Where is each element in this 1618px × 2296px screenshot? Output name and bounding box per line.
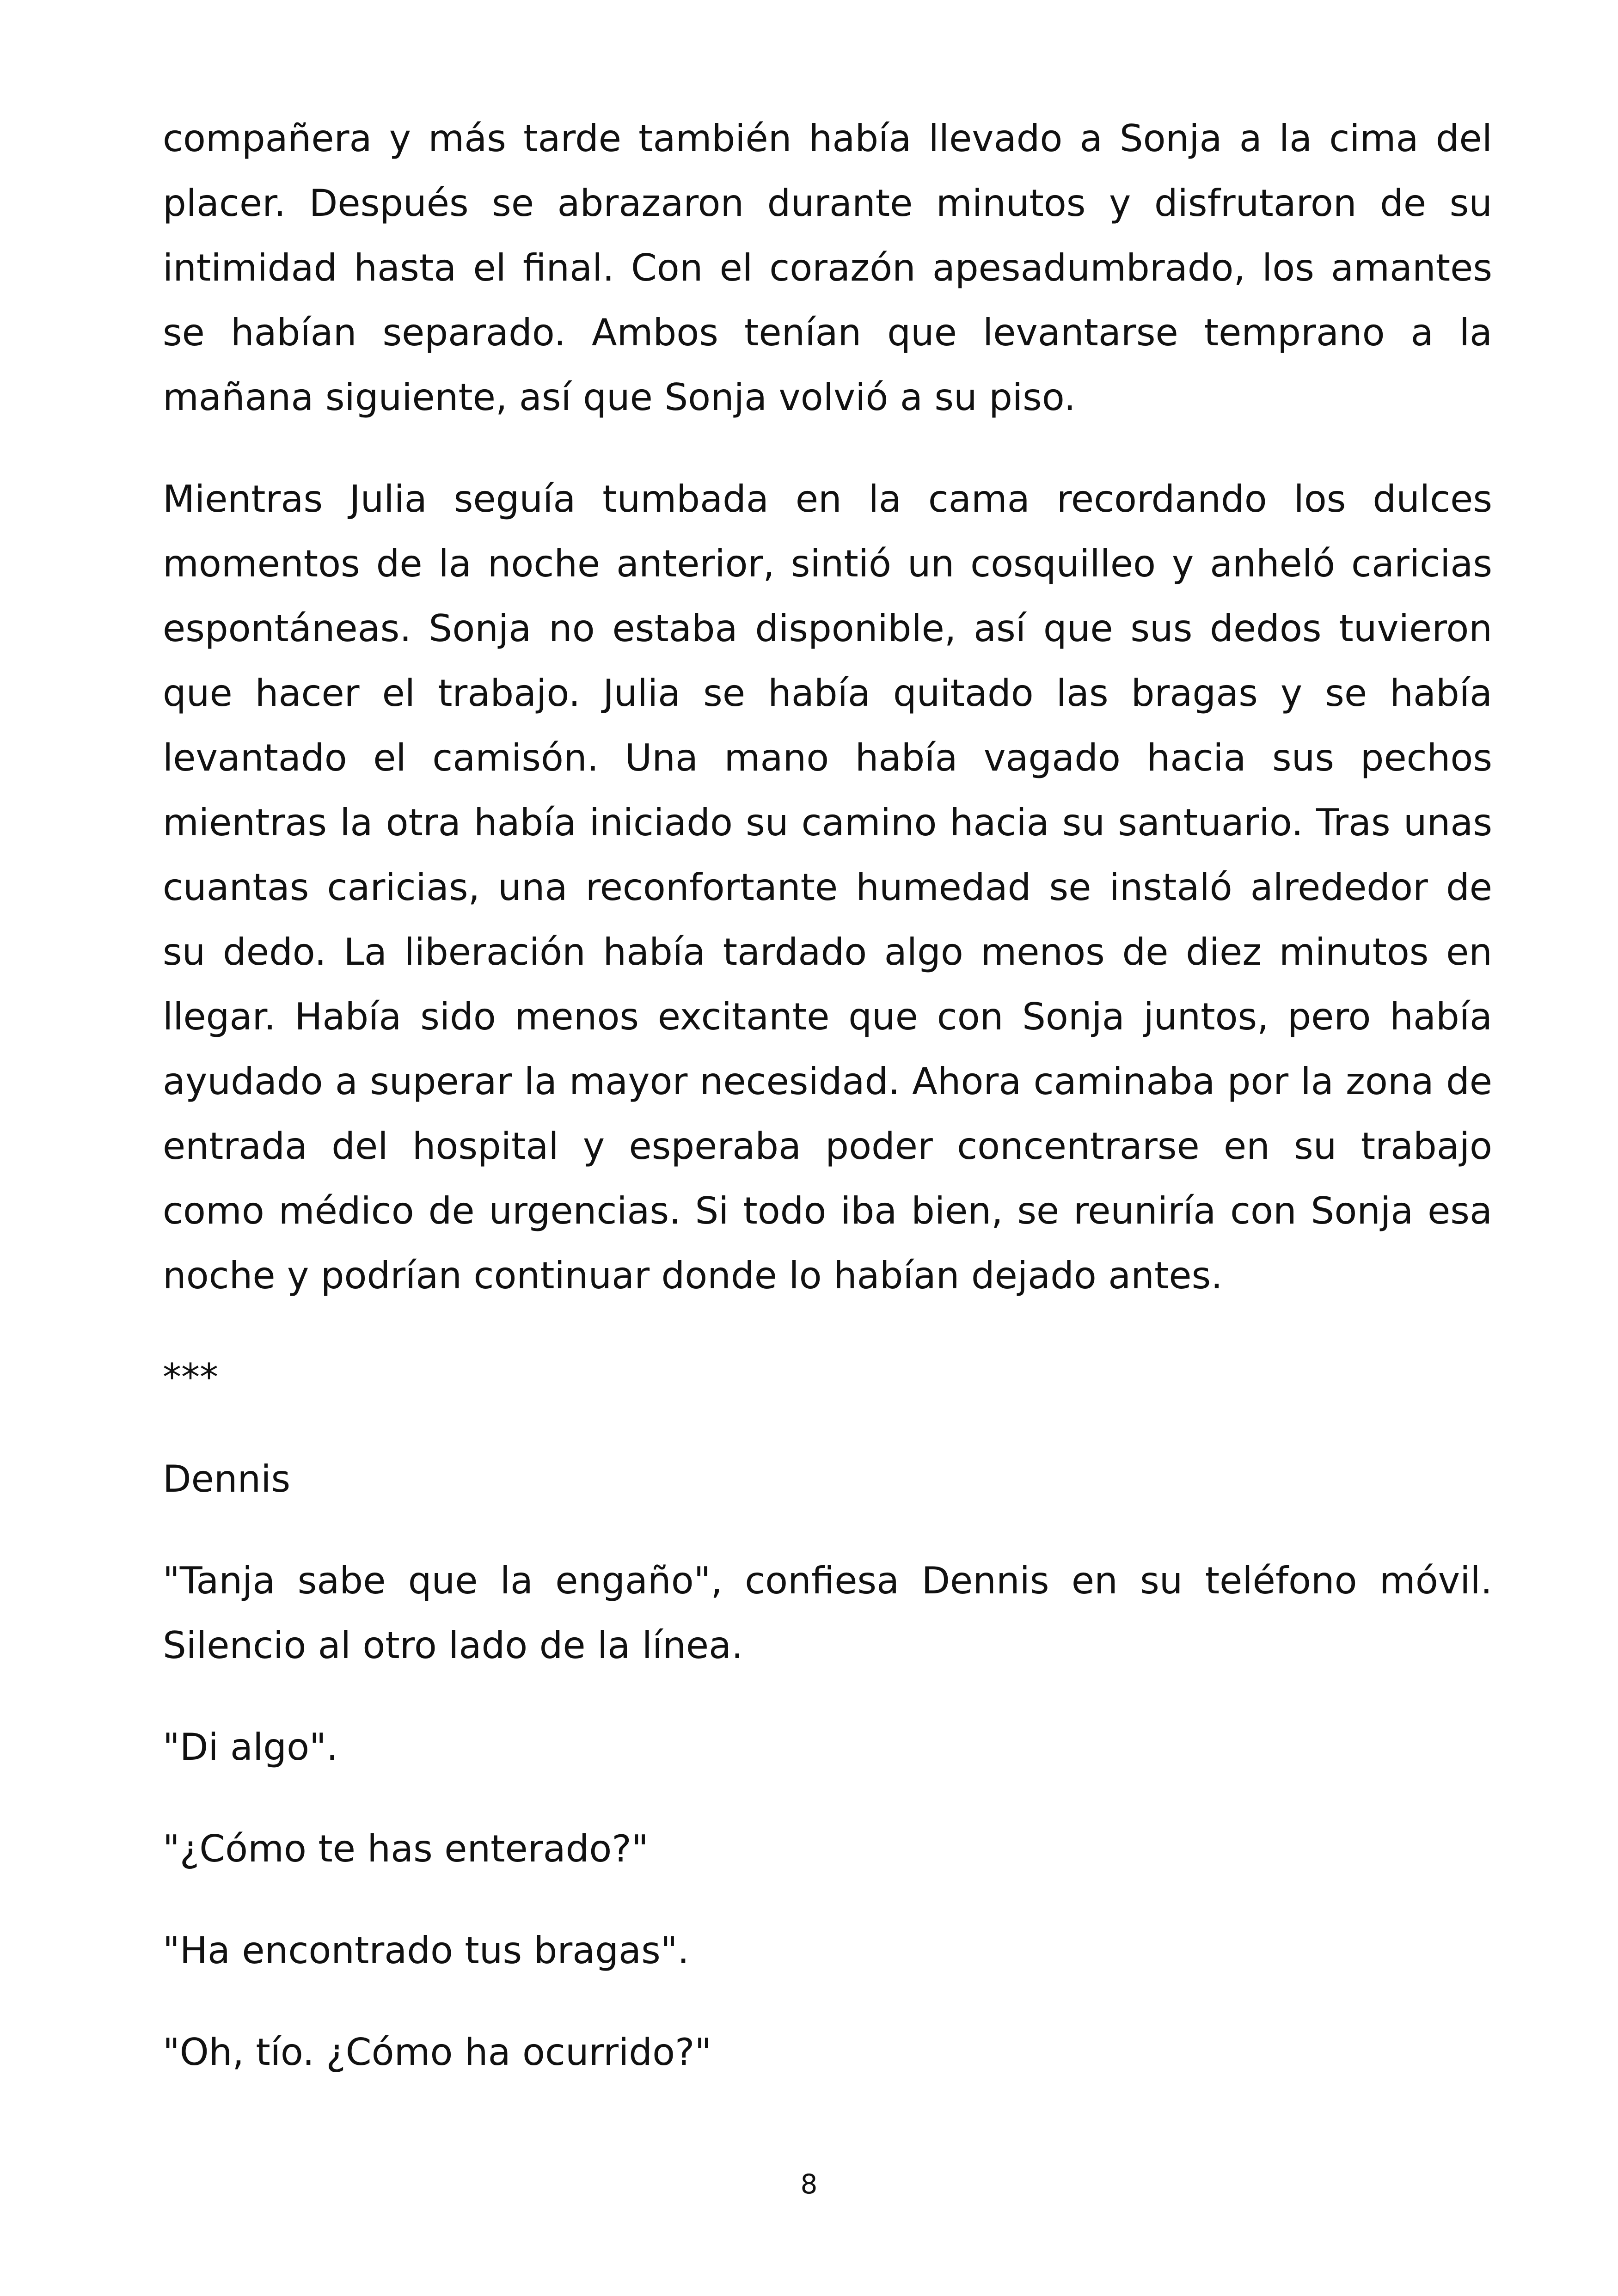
paragraph-dialogue-5: "Oh, tío. ¿Cómo ha ocurrido?" bbox=[163, 2031, 712, 2074]
page-number: 8 bbox=[800, 2168, 818, 2200]
paragraph-2: Mientras Julia seguía tumbada en la cama recordando los dulces momentos de la noche anterior, sintió un cosquilleo y anheló caricias espontáneas. Sonja no estaba disponible, así que sus dedos tuvieron que hacer el trabajo. Julia se había quitado las bragas y se había levantado el camisón. Una mano había vagado hacia sus pechos mientras la otra había iniciado su camino hacia su santuario. Tras unas cuantas caricias, una reconfortante humedad se instaló alrededor de su dedo. La liberación había tardado algo menos de diez minutos en llegar. Había sido menos excitante que con Sonja juntos, pero había ayudado a superar la mayor necesidad. Ahora caminaba por la zona de entrada del hospital y esperaba poder concentrarse en su trabajo como médico de urgencias. Si todo iba bien, se reuniría con Sonja esa noche y podrían continuar donde lo habían dejado antes. bbox=[163, 478, 1492, 1297]
section-heading: Dennis bbox=[163, 1457, 291, 1500]
paragraph-dialogue-2: "Di algo". bbox=[163, 1726, 338, 1769]
paragraph-dialogue-4: "Ha encontrado tus bragas". bbox=[163, 1929, 689, 1972]
paragraph-1: compañera y más tarde también había llevado a Sonja a la cima del placer. Después se abrazaron durante minutos y disfrutaron de su intimidad hasta el final. Con el corazón apesadumbrado, los amantes se habían separado. Ambos tenían que levantarse temprano a la mañana siguiente, así que Sonja volvió a su piso. bbox=[163, 117, 1492, 419]
scene-break: *** bbox=[163, 1356, 218, 1399]
paragraph-dialogue-3: "¿Cómo te has enterado?" bbox=[163, 1827, 649, 1870]
paragraph-dialogue-1: "Tanja sabe que la engaño", confiesa Dennis en su teléfono móvil. Silencio al otro lado de la línea. bbox=[163, 1559, 1492, 1667]
body-text bbox=[163, 106, 1492, 2122]
